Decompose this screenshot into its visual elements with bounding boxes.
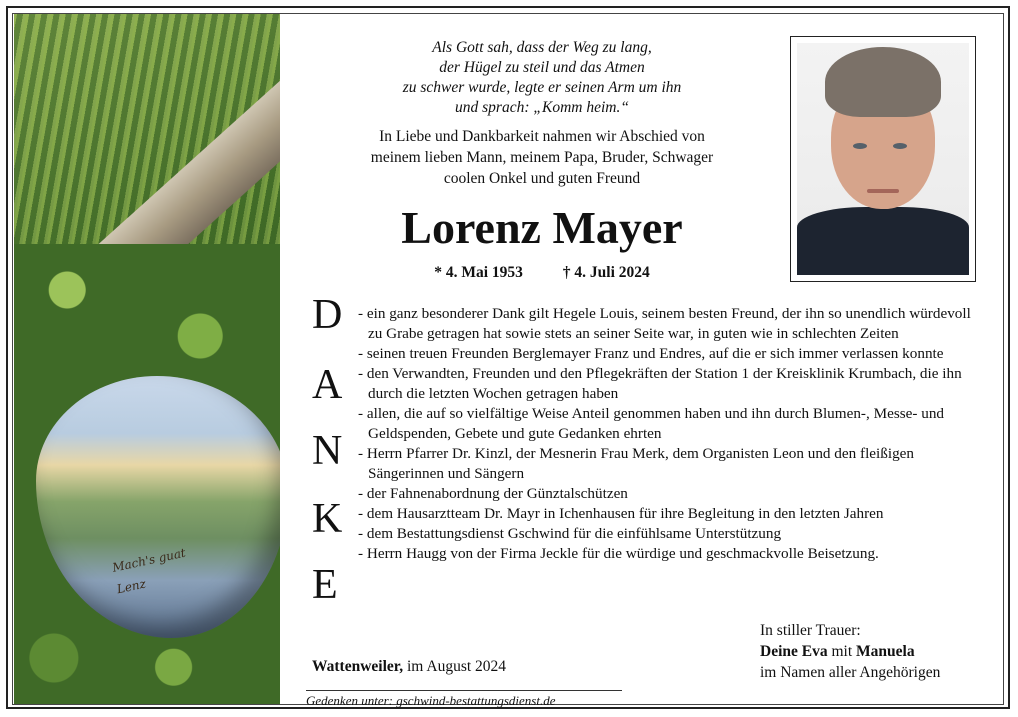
poem-line: der Hügel zu steil und das Atmen bbox=[439, 59, 645, 76]
thanks-list bbox=[358, 304, 978, 564]
thanks-item: - ein ganz besonderer Dank gilt Hegele Louis, seinem besten Freund, der ihn so unendlich würdevoll zu Grabe getragen hat sowie stets an seiner Seite war, in guten wie in schlechten Zeiten bbox=[358, 305, 971, 342]
thanks-item: - seinen treuen Freunden Berglemayer Franz und Endres, auf die er sich immer verlassen konnte bbox=[358, 345, 944, 362]
danke-letter: E bbox=[312, 562, 338, 608]
portrait-mouth bbox=[867, 189, 899, 193]
mourning-relatives: im Namen aller Angehörigen bbox=[760, 664, 941, 681]
mourning-heading: In stiller Trauer: bbox=[760, 622, 861, 639]
mourner-name: Deine Eva bbox=[760, 643, 828, 660]
memorial-website-footer: Gedenken unter: gschwind-bestattungsdienst.de bbox=[306, 690, 622, 709]
danke-letter: D bbox=[312, 292, 343, 338]
deceased-name: Lorenz Mayer bbox=[401, 202, 683, 253]
death-date: † 4. Juli 2024 bbox=[562, 264, 650, 281]
thanks-item: - Herrn Haugg von der Firma Jeckle für die würdige und geschmackvolle Beisetzung. bbox=[358, 545, 879, 562]
place-date: im August 2024 bbox=[403, 658, 507, 675]
intro-text bbox=[322, 126, 762, 189]
poem bbox=[322, 38, 762, 118]
memorial-stone-photo bbox=[14, 14, 280, 704]
danke-letter: A bbox=[312, 362, 343, 408]
stone-inscription-line: Mach's guat bbox=[111, 545, 187, 575]
mourner-joiner: mit bbox=[827, 643, 857, 660]
thanks-item: - dem Bestattungsdienst Gschwind für die einfühlsame Unterstützung bbox=[358, 525, 782, 542]
intro-line: coolen Onkel und guten Freund bbox=[443, 170, 641, 187]
thanks-item: - den Verwandten, Freunden und den Pflegekräften der Station 1 der Kreisklinik Krumbach, die ihn durch die letzten Wochen getragen haben bbox=[358, 365, 962, 402]
portrait-frame bbox=[790, 36, 976, 282]
obituary-content bbox=[282, 14, 1002, 708]
thanks-item: - allen, die auf so vielfältige Weise Anteil genommen haben und ihn durch Blumen-, Messe- und Geldspenden, Gebete und gute Gedanken ehrten bbox=[358, 405, 945, 442]
thanks-item: - dem Hausarztteam Dr. Mayr in Ichenhausen für ihre Begleitung in den letzten Jahren bbox=[358, 505, 884, 522]
life-dates bbox=[322, 264, 762, 282]
portrait-shirt bbox=[797, 207, 969, 275]
portrait-eye bbox=[853, 143, 867, 149]
birth-date: * 4. Mai 1953 bbox=[434, 264, 523, 281]
portrait-eye bbox=[893, 143, 907, 149]
mourners-block bbox=[760, 620, 940, 683]
poem-line: Als Gott sah, dass der Weg zu lang, bbox=[432, 39, 652, 56]
portrait-hair bbox=[825, 47, 941, 117]
poem-line: zu schwer wurde, legte er seinen Arm um ihn bbox=[402, 79, 682, 96]
intro-line: In Liebe und Dankbarkeit nahmen wir Abschied von bbox=[379, 128, 705, 145]
intro-line: meinem lieben Mann, meinem Papa, Bruder, Schwager bbox=[370, 149, 714, 166]
thanks-item: - Herrn Pfarrer Dr. Kinzl, der Mesnerin Frau Merk, dem Organisten Leon und den fleißigen Sängerinnen und Sängern bbox=[358, 445, 915, 482]
mourner-name: Manuela bbox=[856, 643, 915, 660]
danke-letter: N bbox=[312, 428, 343, 474]
place-town: Wattenweiler, bbox=[312, 658, 404, 675]
stone-inscription-line: Lenz bbox=[115, 576, 148, 597]
place-and-date bbox=[312, 658, 506, 676]
thanks-item: - der Fahnenabordnung der Günztalschützen bbox=[358, 485, 628, 502]
portrait-photo bbox=[797, 43, 969, 275]
danke-letter: K bbox=[312, 496, 343, 542]
poem-line: und sprach: „Komm heim.“ bbox=[455, 99, 629, 116]
mourners-names bbox=[760, 641, 940, 662]
